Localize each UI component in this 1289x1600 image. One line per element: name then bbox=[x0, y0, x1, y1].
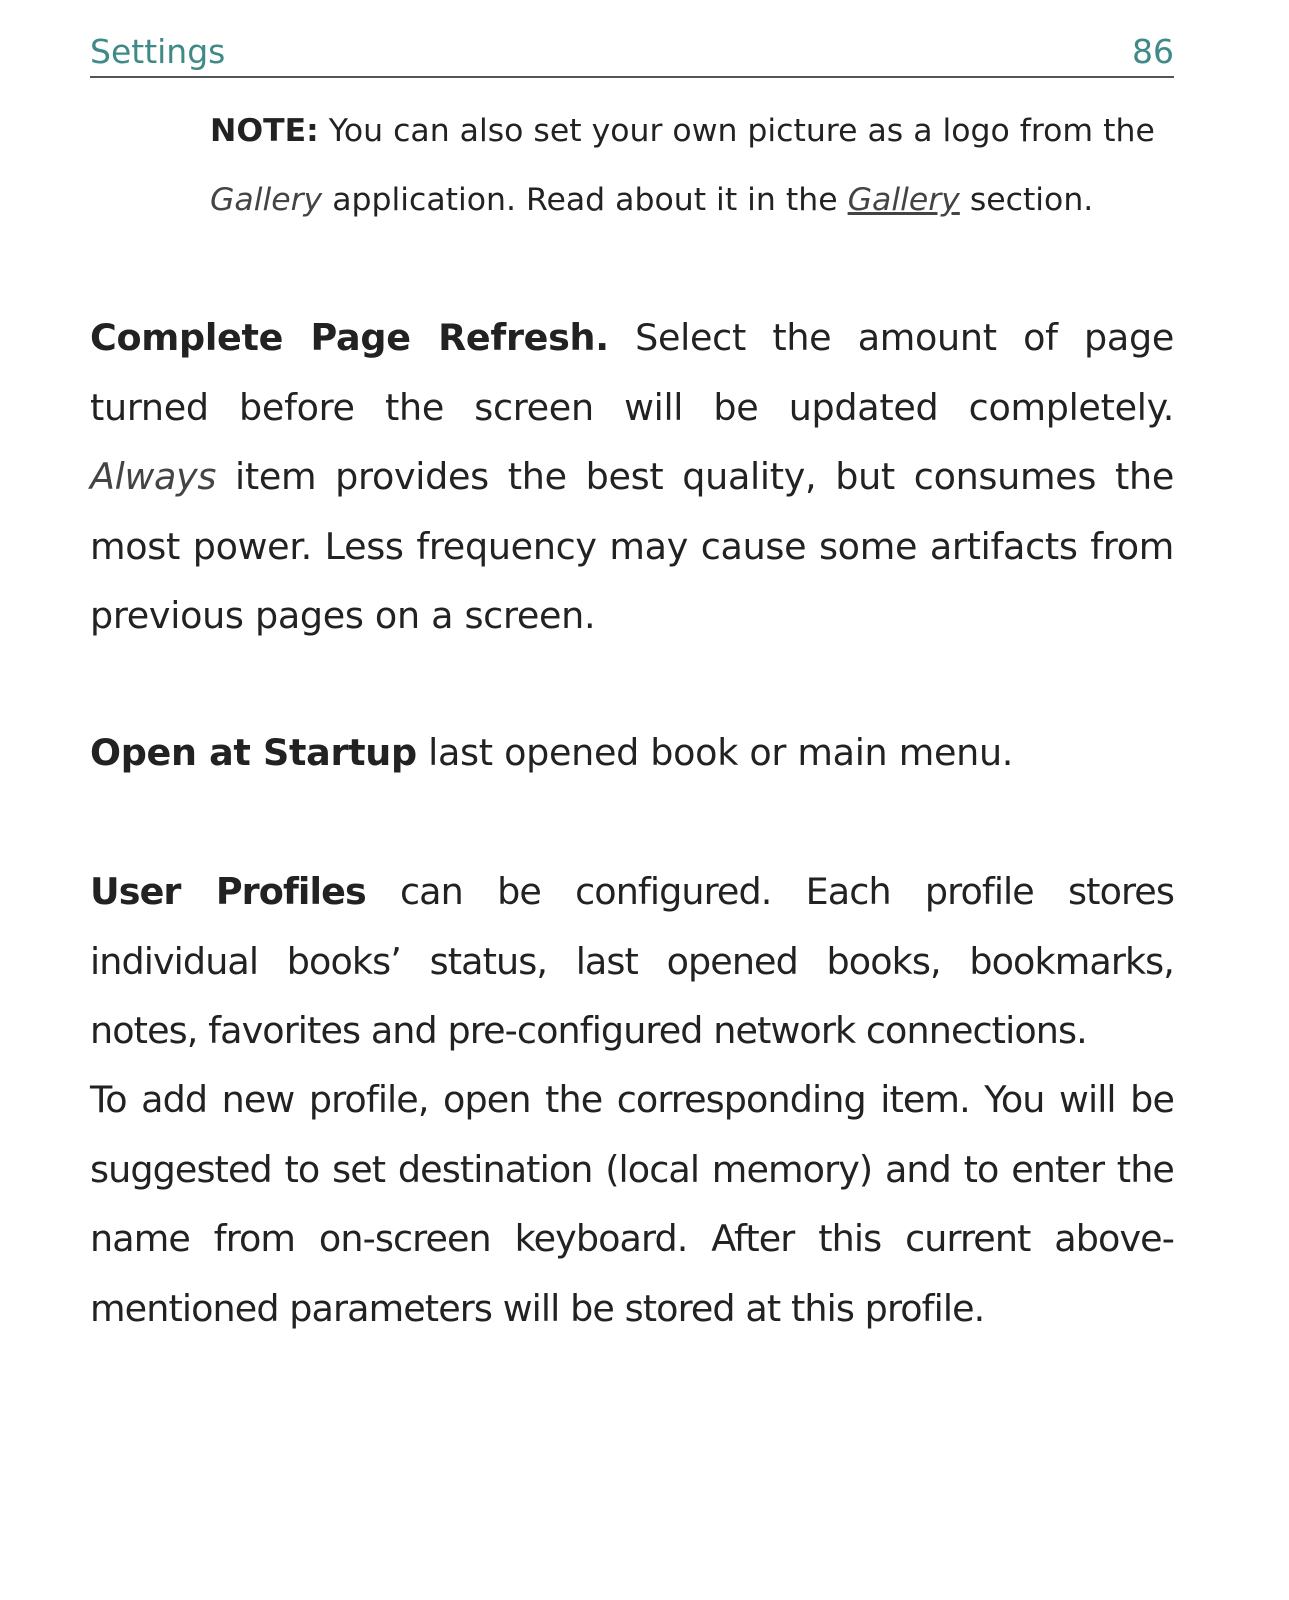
user-profiles-term: User Profiles bbox=[90, 870, 366, 913]
note-text: You can also set your own picture as a logo from the bbox=[318, 113, 1155, 149]
complete-page-refresh-paragraph bbox=[90, 303, 1174, 651]
paragraph-text: can be configured. Each profile stores individual books’ status, last opened books, bookmarks, notes, favorites and pre-configured network connections. bbox=[90, 870, 1174, 1052]
user-profiles-paragraph bbox=[90, 857, 1174, 1066]
note-label: NOTE: bbox=[210, 113, 319, 149]
add-profile-paragraph: To add new profile, open the corresponding item. You will be suggested to set destination (local memory) and to enter the name from on-screen keyboard. After this current above-mentioned parameters will be stored at this profile. bbox=[90, 1078, 1174, 1330]
gallery-section-link[interactable]: Gallery bbox=[847, 182, 960, 218]
paragraph-text: last opened book or main menu. bbox=[416, 731, 1014, 774]
section-title: Settings bbox=[90, 32, 226, 71]
open-at-startup-paragraph bbox=[90, 718, 1174, 788]
note-text: application. Read about it in the bbox=[322, 182, 848, 218]
note-text: section. bbox=[959, 182, 1094, 218]
page-number: 86 bbox=[1132, 32, 1174, 71]
gallery-app-name: Gallery bbox=[210, 182, 323, 218]
open-at-startup-term: Open at Startup bbox=[90, 731, 417, 774]
always-option: Always bbox=[90, 455, 217, 498]
running-header bbox=[90, 32, 1174, 78]
complete-page-refresh-term: Complete Page Refresh. bbox=[90, 316, 609, 359]
paragraph-text: item provides the best quality, but consumes the most power. Less frequency may cause some artifacts from previous pages on a screen. bbox=[90, 455, 1174, 637]
paragraph-text: Select the amount of page turned before the screen will be updated completely. bbox=[90, 316, 1174, 429]
note-block bbox=[210, 97, 1174, 235]
